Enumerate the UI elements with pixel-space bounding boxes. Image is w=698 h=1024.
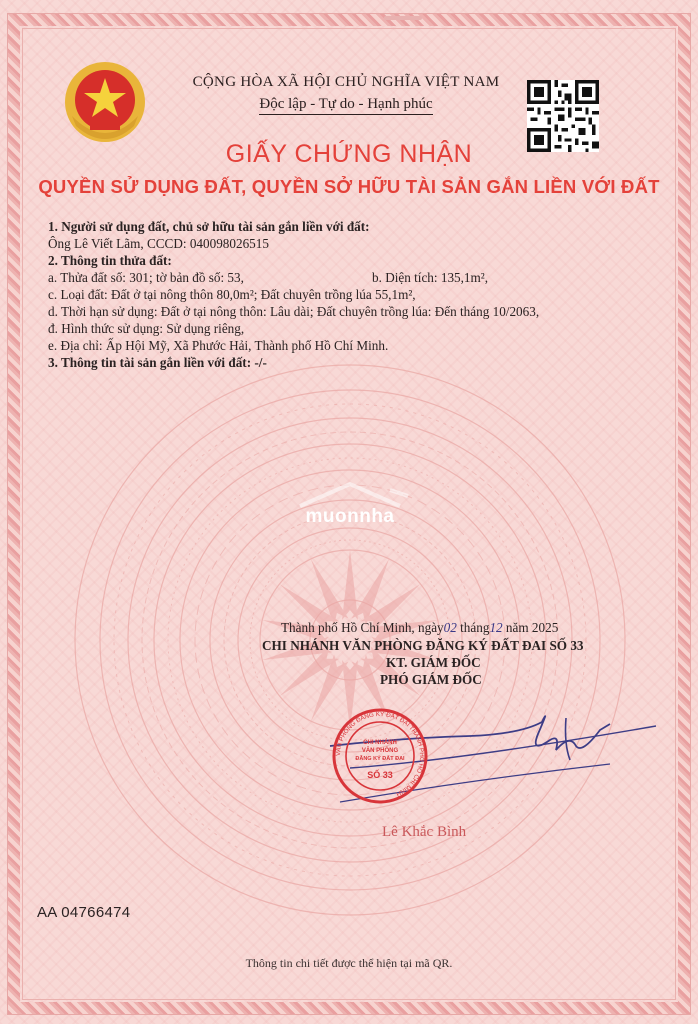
address: e. Địa chỉ: Ấp Hội Mỹ, Xã Phước Hải, Thành phố Hồ Chí Minh. [48,338,389,353]
stamp-number: SỐ 33 [367,770,393,780]
certificate-title: GIẤY CHỨNG NHẬN [225,140,473,168]
stamp-line3: ĐĂNG KÝ ĐẤT ĐAI [355,756,405,762]
top-tab-mark [384,16,422,20]
motto-text: Độc lập - Tự do - Hạnh phúc [259,96,432,115]
section3-heading: 3. Thông tin tài sản gắn liền với đất: -/- [48,355,267,370]
role-line1: KT. GIÁM ĐỐC [386,655,481,670]
role-line2: PHÓ GIÁM ĐỐC [380,672,482,687]
country-header: CỘNG HÒA XÃ HỘI CHỦ NGHĨA VIỆT NAM [192,74,500,90]
usage-term: d. Thời hạn sử dụng: Đất ở tại nông thôn: Lâu dài; Đất chuyên trồng lúa: Đến tháng 10/2063, [48,304,540,319]
stamp-line1: CHI NHÁNH [363,740,397,746]
land-type: c. Loại đất: Đất ở tại nông thôn 80,0m²; Đất chuyên trồng lúa 55,1m², [48,287,416,302]
certificate-subtitle: QUYỀN SỬ DỤNG ĐẤT, QUYỀN SỞ HỮU TÀI SẢN GẮN LIỀN VỚI ĐẤT [38,176,660,197]
signing-month-label: tháng [460,620,490,635]
section1-heading: 1. Người sử dụng đất, chủ sở hữu tài sản gắn liền với đất: [48,219,370,234]
usage-form: đ. Hình thức sử dụng: Sử dụng riêng, [48,321,245,336]
parcel-number: a. Thửa đất số: 301; tờ bản đồ số: 53, [48,270,244,285]
parcel-area: b. Diện tích: 135,1m², [372,270,489,285]
watermark-text: muonnha [305,506,395,527]
issuing-office: CHI NHÁNH VĂN PHÒNG ĐĂNG KÝ ĐẤT ĐAI SỐ 33 [262,638,584,653]
stamp-ring-text: VĂN PHÒNG ĐĂNG KÝ ĐẤT ĐAI THÀNH PHỐ HỒ CHÍ MINH [334,710,426,798]
signing-place: Thành phố Hồ Chí Minh, ngày [281,620,444,635]
stamp-line2: VĂN PHÒNG [361,748,399,754]
signing-day: 02 [443,620,457,635]
official-red-stamp [330,706,430,806]
qr-footer-note: Thông tin chi tiết được thể hiện tại mã QR. [245,956,453,970]
serial-number: AA 04766474 [37,904,131,921]
signing-date [281,620,558,636]
signing-month: 12 [489,620,503,635]
motto [176,96,516,115]
signing-year: năm 2025 [505,620,559,635]
owner-line: Ông Lê Viết Lãm, CCCD: 040098026515 [48,236,269,251]
signer-name: Lê Khắc Bình [382,824,467,840]
section2-heading: 2. Thông tin thửa đất: [48,253,172,268]
national-emblem [60,60,150,148]
